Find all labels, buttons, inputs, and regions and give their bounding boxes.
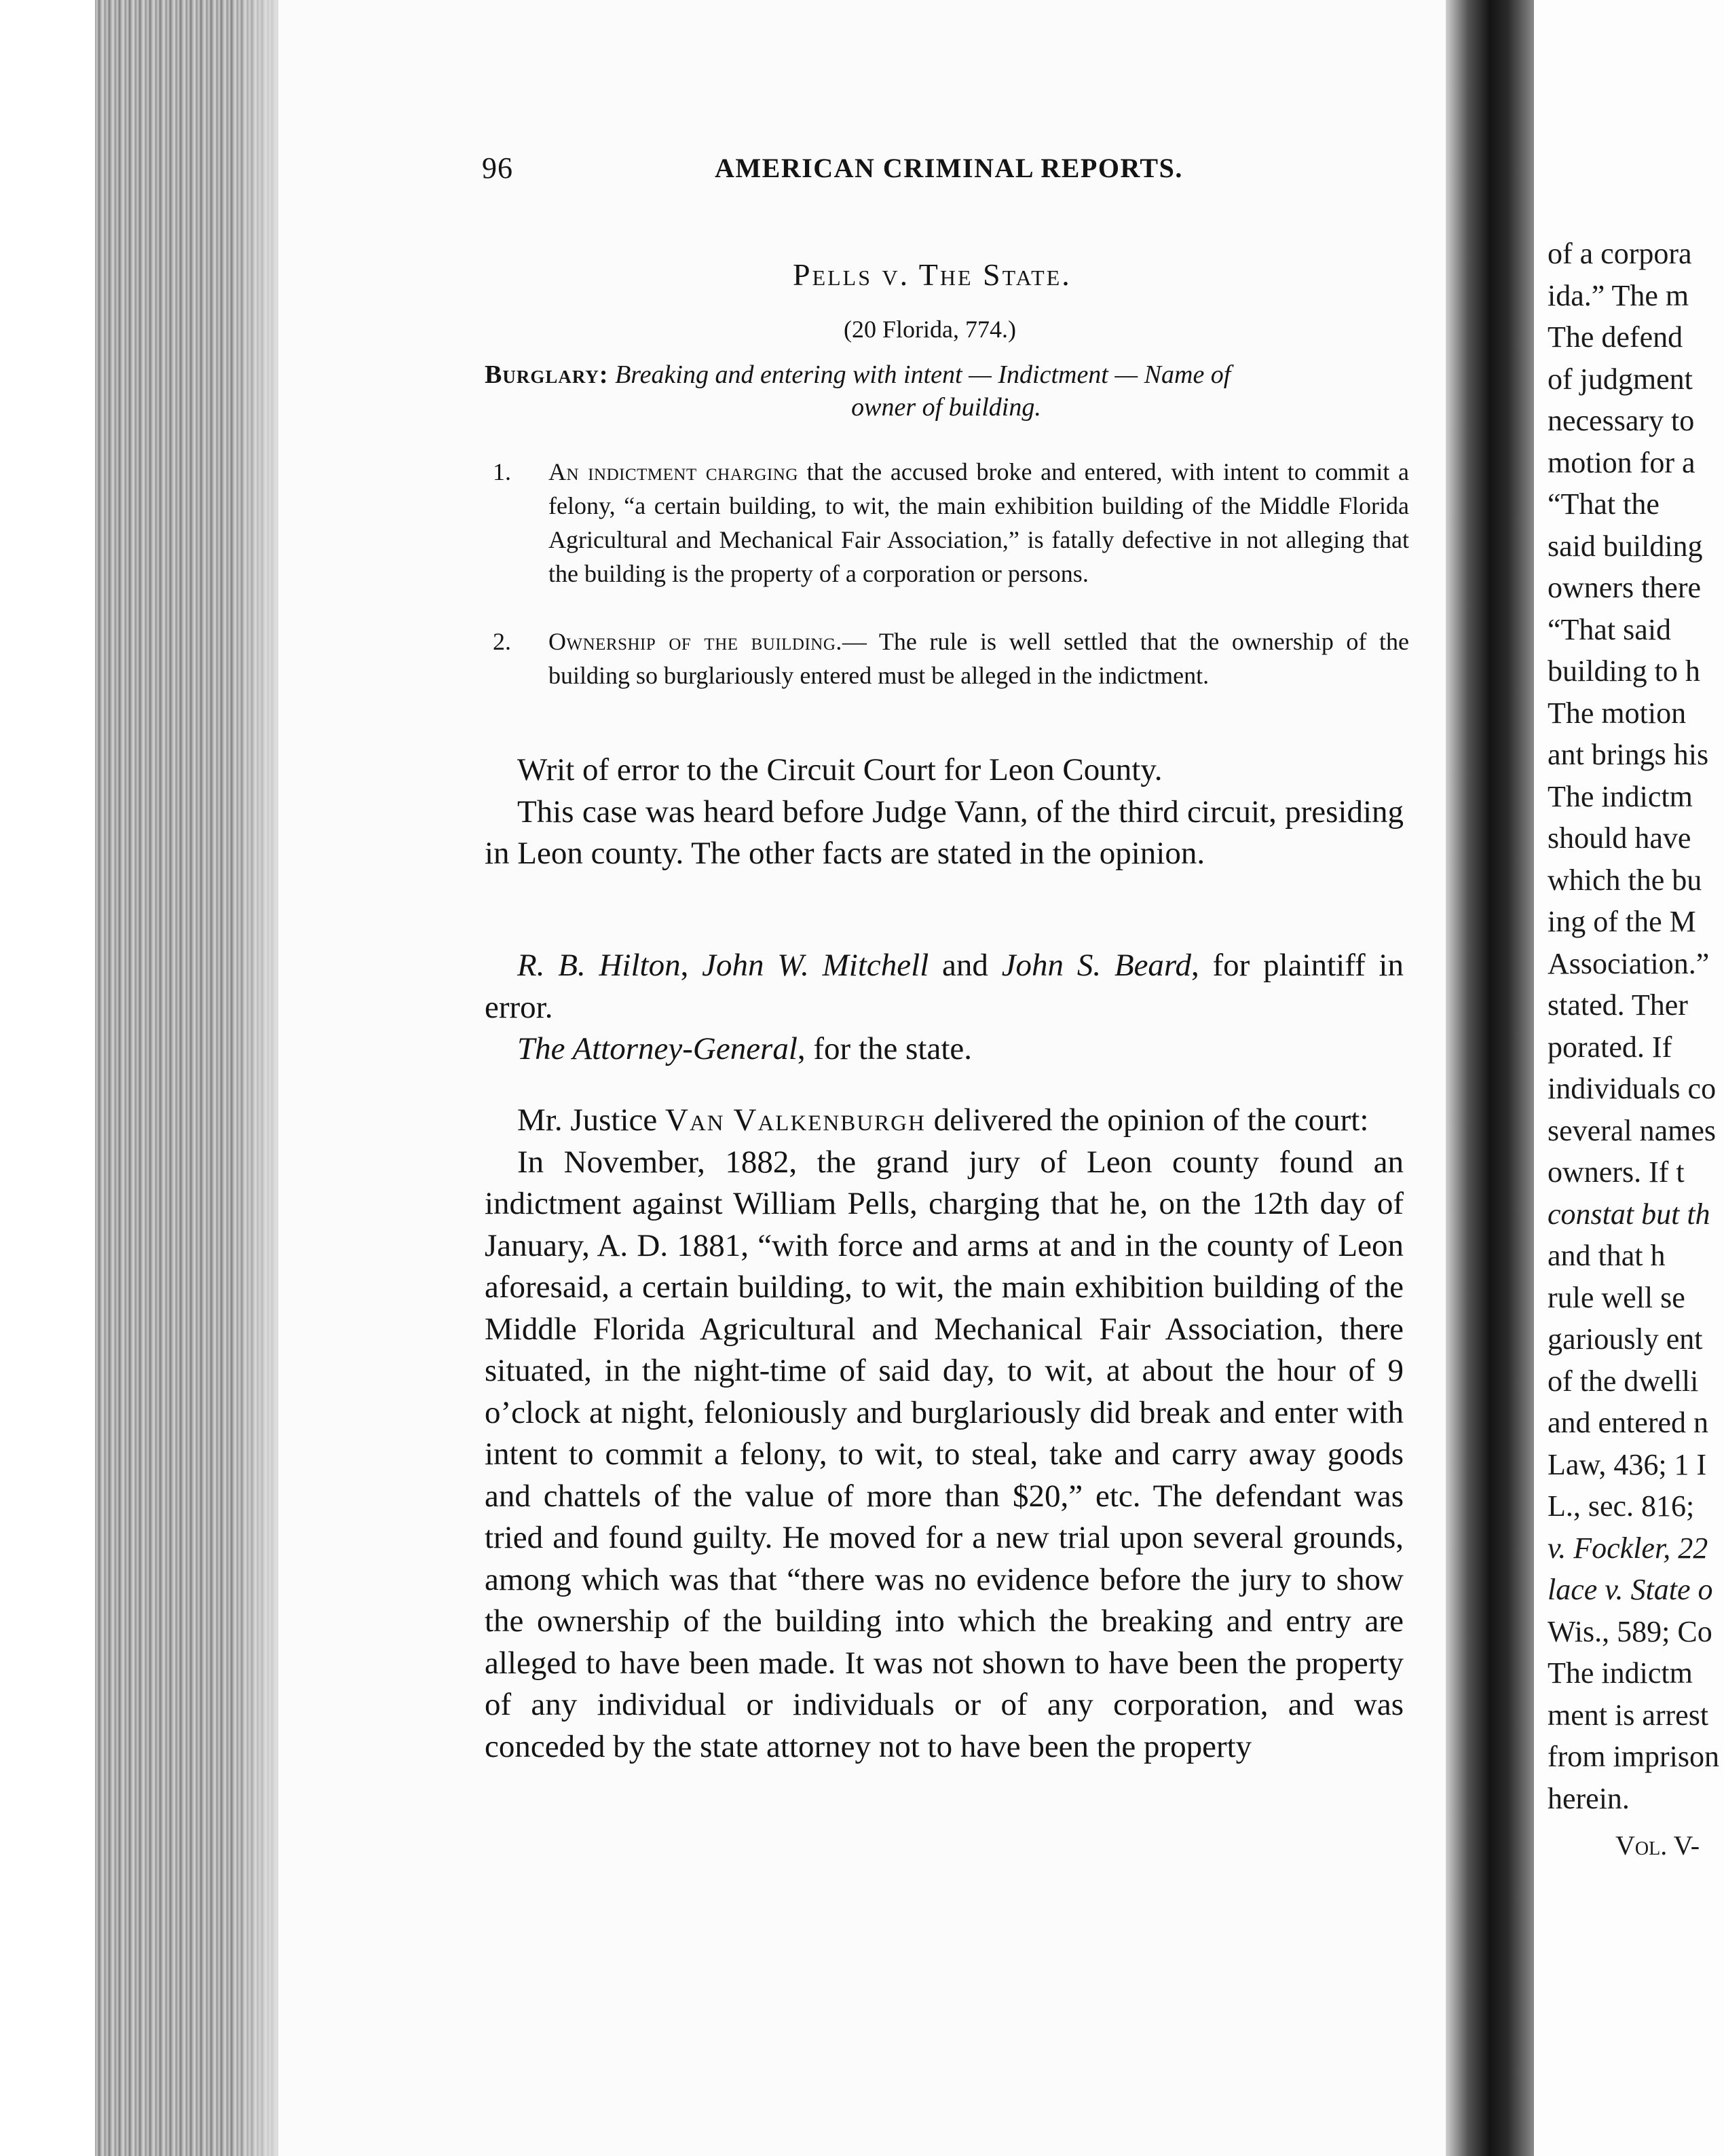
right-page-line: several names [1548,1113,1716,1147]
right-page-line: L., sec. 816; [1548,1489,1695,1523]
right-page-line: The indictm [1548,779,1693,813]
right-page-line: owners. If t [1548,1155,1685,1189]
headnote-body [548,455,1409,591]
book-page-edges [95,0,278,2156]
procedural-history [485,749,1404,875]
right-page-line: ment is arrest [1548,1698,1709,1732]
right-page-line: said building [1548,529,1703,563]
right-page-line: The indictm [1548,1656,1693,1690]
right-page-line: ida.” The m [1548,278,1689,312]
right-page-line: “That the [1548,487,1660,521]
book-gutter [1446,0,1534,2156]
right-page-line: rule well se [1548,1280,1685,1314]
right-page-line: of judgment [1548,362,1693,396]
right-page-line: ing of the M [1548,905,1696,938]
right-page-line: stated. Ther [1548,988,1688,1022]
opinion [485,1100,1404,1768]
running-head: AMERICAN CRIMINAL REPORTS. [715,153,1183,183]
right-page-line: owners there [1548,571,1702,604]
right-page-line: and that h [1548,1239,1666,1272]
syllabus-topic: Burglary: [485,360,609,389]
state-counsel: The Attorney-General, for the state. [517,1031,973,1066]
right-page-line: of a corpora [1548,237,1692,270]
right-page-line: “That said [1548,612,1672,646]
judge-name: Van Valkenburgh [665,1102,926,1138]
right-page-line: Association.” [1548,946,1710,980]
counsel-section [485,945,1404,1071]
right-page-line: gariously ent [1548,1322,1703,1356]
headnote-number: 2. [493,628,511,655]
headnote-lead: Ownership of the building. [548,628,842,655]
right-page-line: building to h [1548,654,1700,688]
right-page-line: porated. If [1548,1030,1672,1064]
right-page-line: lace v. State o [1548,1573,1713,1606]
right-page-line: Wis., 589; Co [1548,1614,1712,1648]
syllabus-line-2: owner of building. [851,393,1041,422]
right-page-line: from imprison [1548,1740,1719,1773]
opinion-text: In November, 1882, the grand jury of Leon county found an indictment against William Pells, charging that he, on the 12th day of January, A. D. 1881, “with force and arms at and in the county of Leon aforesaid, a certain building, to wit, the main exhibition building of the Middle Florida Agricultural and Mechanical Fair Association, there situated, in the night-time of said day, to wit, at about the hour of 9 o’clock at night, feloniously and burglariously did break and enter with intent to commit a felony, to wit, to steal, take and carry away goods and chattels of the value of more than $20,” etc. The defendant was tried and found guilty. He moved for a new trial upon several grounds, among which was that “there was no evidence before the jury to show the ownership of the building into which the breaking and entry are alleged to have been made. It was not shown to have been the property of any individual or individuals or of any corporation, and was conceded by the state attorney not to have been the property [485,1144,1404,1764]
right-page-line: herein. [1548,1781,1630,1815]
headnote-text: — The rule is well settled that the ownership of the building so burglariously entered must be alleged in the indictment. [548,628,1409,689]
hearing-note: This case was heard before Judge Vann, of the third circuit, presiding in Leon county. The other facts are stated in the opinion. [485,794,1404,871]
headnote-text: that the accused broke and entered, with intent to commit a felony, “a certain building, to wit, the main exhibition building of the Middle Florida Agricultural and Mechanical Fair Association,” is fatally defective in not alleging that the building is the property of a corporation or persons. [548,458,1410,587]
right-page-line: Law, 436; 1 I [1548,1447,1707,1481]
right-page-fragment [1534,0,1724,2156]
headnote-body [548,625,1409,692]
right-page-line: of the dwelli [1548,1364,1699,1398]
headnote-1 [493,455,1409,591]
case-citation: (20 Florida, 774.) [844,316,1016,343]
right-page-line: which the bu [1548,863,1702,897]
headnote-2 [493,625,1409,692]
right-page-line: v. Fockler, 22 [1548,1531,1708,1565]
syllabus-line-1: Breaking and entering with intent — Indictment — Name of [615,360,1231,389]
right-page-line: motion for a [1548,445,1695,479]
right-page-line: individuals co [1548,1072,1717,1105]
right-page-line: Vol. V- [1615,1830,1700,1861]
headnote-lead: An indictment charging [548,458,798,485]
right-page-line: The defend [1548,320,1683,354]
headnote-number: 1. [493,458,511,485]
opinion-intro: Mr. Justice Van Valkenburgh delivered the opinion of the court: [517,1102,1369,1138]
right-page-line: should have [1548,821,1691,855]
plaintiff-counsel: R. B. Hilton, John W. Mitchell and John S. Beard, for plaintiff in error. [485,948,1404,1025]
page-number: 96 [482,151,513,185]
right-page-line: necessary to [1548,404,1695,437]
syllabus [485,360,1408,422]
right-page-line: The motion [1548,696,1687,730]
right-page-line: and entered n [1548,1406,1708,1439]
case-title: Pells v. The State. [793,257,1072,292]
writ-of-error: Writ of error to the Circuit Court for Leon County. [517,752,1163,787]
right-page-line: ant brings his [1548,738,1709,771]
right-page-line: constat but th [1548,1197,1710,1231]
